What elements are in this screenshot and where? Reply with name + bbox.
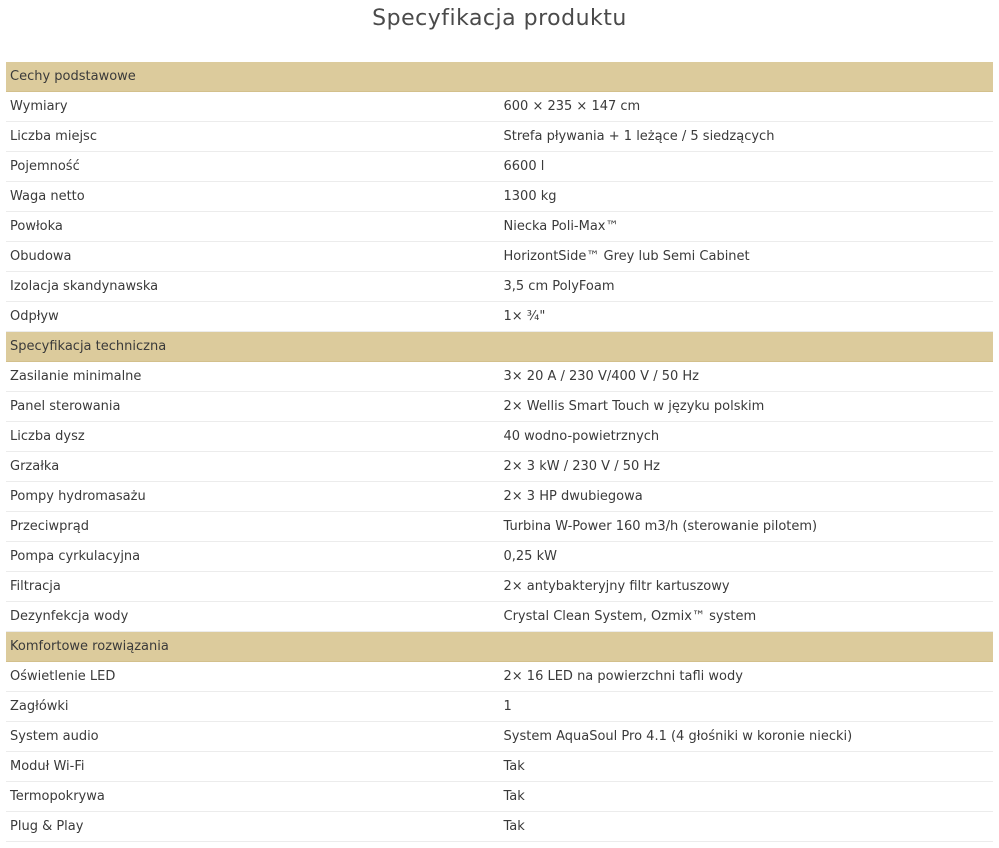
spec-row [6, 512, 993, 542]
spec-value: 2× 16 LED na powierzchni tafli wody [500, 662, 994, 692]
spec-value: 2× Wellis Smart Touch w języku polskim [500, 392, 994, 422]
spec-value: Strefa pływania + 1 leżące / 5 siedzących [500, 122, 994, 152]
section-heading: Komfortowe rozwiązania [6, 632, 993, 662]
spec-value: Tak [500, 752, 994, 782]
spec-value: 2× 3 kW / 230 V / 50 Hz [500, 452, 994, 482]
spec-row [6, 242, 993, 272]
spec-row [6, 152, 993, 182]
spec-row [6, 722, 993, 752]
spec-row [6, 212, 993, 242]
spec-label: Wymiary [6, 92, 500, 122]
spec-label: Termopokrywa [6, 782, 500, 812]
spec-row [6, 392, 993, 422]
spec-row [6, 272, 993, 302]
spec-row [6, 602, 993, 632]
spec-row [6, 182, 993, 212]
spec-label: Zasilanie minimalne [6, 362, 500, 392]
section-header-row [6, 62, 993, 92]
spec-label: System audio [6, 722, 500, 752]
spec-value: 2× antybakteryjny filtr kartuszowy [500, 572, 994, 602]
page-title: Specyfikacja produktu [372, 6, 627, 31]
spec-row [6, 662, 993, 692]
spec-label: Waga netto [6, 182, 500, 212]
spec-value: 3× 20 A / 230 V/400 V / 50 Hz [500, 362, 994, 392]
spec-label: Pompa cyrkulacyjna [6, 542, 500, 572]
spec-label: Powłoka [6, 212, 500, 242]
spec-row [6, 542, 993, 572]
spec-label: Obudowa [6, 242, 500, 272]
spec-label: Oświetlenie LED [6, 662, 500, 692]
spec-label: Pojemność [6, 152, 500, 182]
spec-value: Crystal Clean System, Ozmix™ system [500, 602, 994, 632]
spec-label: Plug & Play [6, 812, 500, 842]
spec-label: Filtracja [6, 572, 500, 602]
spec-value: Turbina W-Power 160 m3/h (sterowanie pilotem) [500, 512, 994, 542]
spec-label: Pompy hydromasażu [6, 482, 500, 512]
spec-label: Panel sterowania [6, 392, 500, 422]
spec-value: 0,25 kW [500, 542, 994, 572]
section-header-row [6, 332, 993, 362]
spec-row [6, 122, 993, 152]
spec-table [6, 62, 993, 842]
spec-label: Przeciwprąd [6, 512, 500, 542]
spec-label: Izolacja skandynawska [6, 272, 500, 302]
spec-value: 3,5 cm PolyFoam [500, 272, 994, 302]
spec-row [6, 92, 993, 122]
spec-row [6, 422, 993, 452]
spec-row [6, 362, 993, 392]
spec-row [6, 482, 993, 512]
spec-label: Grzałka [6, 452, 500, 482]
spec-row [6, 452, 993, 482]
spec-row [6, 302, 993, 332]
section-heading: Cechy podstawowe [6, 62, 993, 92]
spec-value: Tak [500, 812, 994, 842]
spec-label: Liczba miejsc [6, 122, 500, 152]
spec-label: Zagłówki [6, 692, 500, 722]
spec-row [6, 752, 993, 782]
spec-row [6, 812, 993, 842]
section-header-row [6, 632, 993, 662]
spec-label: Liczba dysz [6, 422, 500, 452]
spec-row [6, 572, 993, 602]
spec-row [6, 692, 993, 722]
spec-table-body [6, 62, 993, 842]
spec-value: 600 × 235 × 147 cm [500, 92, 994, 122]
spec-value: 2× 3 HP dwubiegowa [500, 482, 994, 512]
spec-value: Niecka Poli-Max™ [500, 212, 994, 242]
spec-row [6, 782, 993, 812]
spec-value: 40 wodno-powietrznych [500, 422, 994, 452]
spec-value: 1× ¾" [500, 302, 994, 332]
spec-label: Moduł Wi-Fi [6, 752, 500, 782]
spec-label: Odpływ [6, 302, 500, 332]
spec-label: Dezynfekcja wody [6, 602, 500, 632]
spec-value: HorizontSide™ Grey lub Semi Cabinet [500, 242, 994, 272]
spec-value: 1 [500, 692, 994, 722]
spec-value: 6600 l [500, 152, 994, 182]
spec-value: Tak [500, 782, 994, 812]
section-heading: Specyfikacja techniczna [6, 332, 993, 362]
spec-value: System AquaSoul Pro 4.1 (4 głośniki w koronie niecki) [500, 722, 994, 752]
spec-value: 1300 kg [500, 182, 994, 212]
